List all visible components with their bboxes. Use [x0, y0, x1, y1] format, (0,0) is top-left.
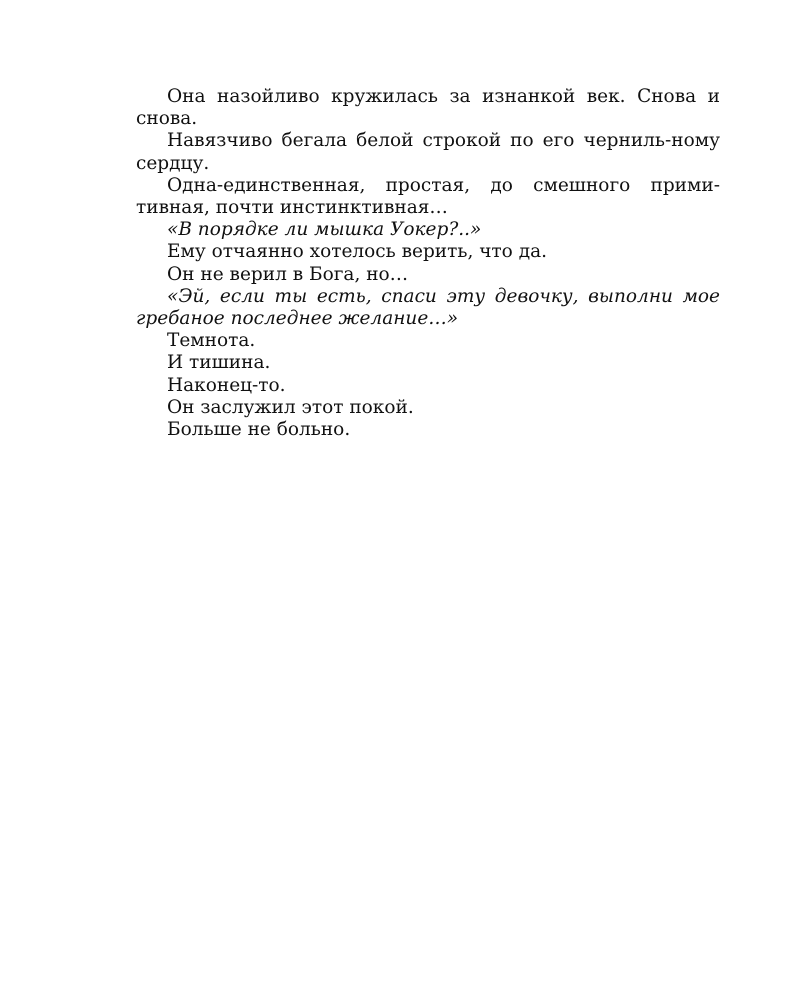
paragraph-10: Наконец-то. [167, 374, 286, 396]
paragraph-7: «Эй, если ты есть, спаси эту девочку, выполни мое гребаное последнее желание…» [136, 285, 720, 330]
paragraph-4: «В порядке ли мышка Уокер?..» [167, 219, 482, 241]
paragraph-6: Он не верил в Бога, но… [167, 263, 409, 285]
book-page-text [136, 86, 720, 441]
paragraph-11: Он заслужил этот покой. [167, 396, 414, 418]
paragraph-2: Навязчиво бегала белой строкой по его черниль-ному сердцу. [136, 130, 720, 174]
paragraph-3: Одна-единственная, простая, до смешного прими-тивная, почти инстинктивная… [136, 174, 720, 219]
paragraph-9: И тишина. [167, 352, 271, 374]
paragraph-5: Ему отчаянно хотелось верить, что да. [167, 241, 547, 263]
paragraph-12: Больше не больно. [167, 419, 351, 441]
paragraph-1: Она назойливо кружилась за изнанкой век. Снова и снова. [136, 86, 720, 130]
paragraph-8: Темнота. [167, 330, 256, 352]
